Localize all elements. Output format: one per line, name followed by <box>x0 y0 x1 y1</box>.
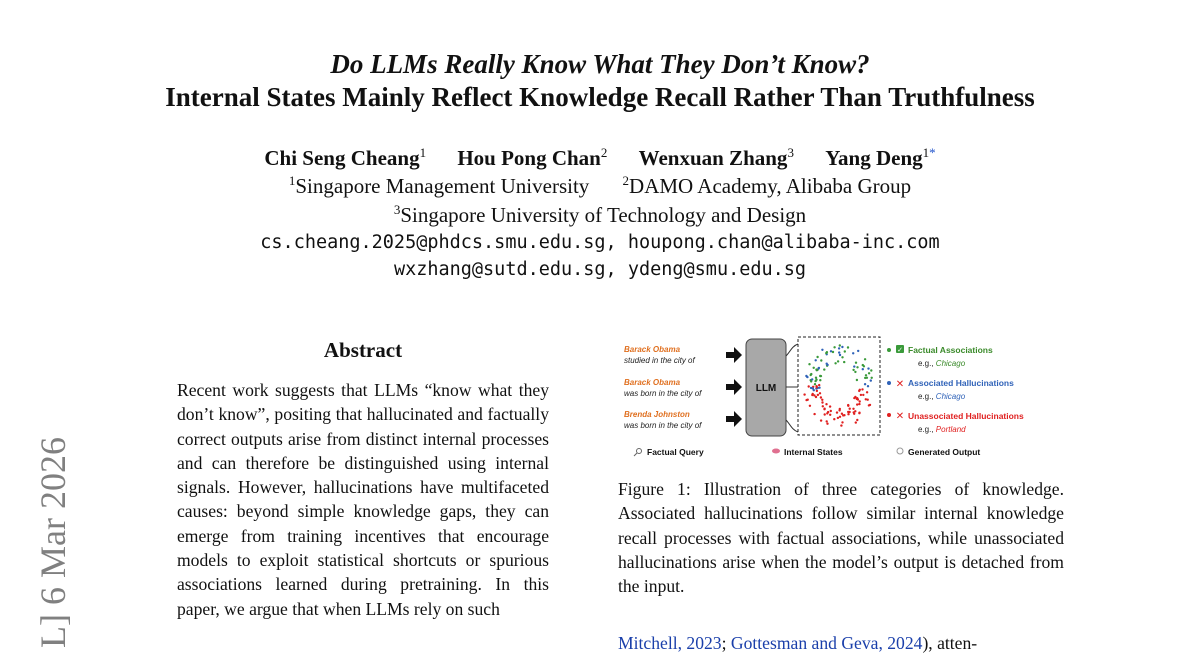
output-factual-example: e.g., Chicago <box>918 359 966 368</box>
internal-state-dot <box>830 410 832 412</box>
internal-state-dot <box>870 369 872 371</box>
internal-state-dot <box>862 368 864 370</box>
internal-state-dot <box>853 397 855 399</box>
internal-state-dot <box>816 390 818 392</box>
legend-factual-query: Factual Query <box>647 447 704 457</box>
internal-state-dot <box>863 365 865 367</box>
cross-icon: ✕ <box>895 411 905 422</box>
internal-state-dot <box>822 405 824 407</box>
internal-state-dot <box>853 411 855 413</box>
internal-state-dot <box>856 403 858 405</box>
internal-state-dot <box>819 379 821 381</box>
internal-state-dot <box>870 379 872 381</box>
internal-state-dot <box>837 417 839 419</box>
internal-state-dot <box>853 365 855 367</box>
svg-text:✓: ✓ <box>897 347 903 354</box>
internal-state-dot <box>826 363 828 365</box>
internal-state-dot <box>867 367 869 369</box>
query-3-relation: was born in the city of <box>624 421 702 430</box>
internal-state-dot <box>847 404 849 406</box>
internal-state-dot <box>855 362 857 364</box>
internal-state-dot <box>840 424 842 426</box>
legend-internal-states: Internal States <box>784 447 843 457</box>
internal-state-dot <box>827 411 829 413</box>
author-1: Chi Seng Cheang$^1$ <box>264 145 427 170</box>
internal-state-dot <box>815 396 817 398</box>
internal-state-dot <box>860 394 862 396</box>
query-1-subject: Barack Obama <box>624 345 681 354</box>
author-4: Yang Deng$^{1*}$ <box>825 145 936 170</box>
citation-link[interactable]: Gottesman and Geva, 2024 <box>730 633 923 653</box>
internal-state-dot <box>820 419 822 421</box>
internal-state-dot <box>818 384 820 386</box>
internal-state-dot <box>807 399 809 401</box>
internal-state-dot <box>841 356 843 358</box>
internal-state-dot <box>803 393 805 395</box>
right-column-text: Mitchell, 2023; Gottesman and Geva, 2024), atten- <box>618 633 978 653</box>
internal-state-dot <box>815 359 817 361</box>
internal-state-dot <box>839 354 841 356</box>
internal-state-dot <box>856 366 858 368</box>
internal-state-dot <box>857 350 859 352</box>
internal-state-dot <box>821 401 823 403</box>
internal-state-dots <box>803 344 873 427</box>
affiliation-1: $^1$Singapore Management University <box>288 173 590 198</box>
figure-1-illustration <box>618 334 1064 464</box>
output-associated-label: Associated Hallucinations <box>908 378 1014 388</box>
internal-state-dot <box>864 383 866 385</box>
brain-icon <box>772 449 780 454</box>
internal-state-dot <box>849 408 851 410</box>
internal-state-dot <box>865 398 867 400</box>
internal-state-dot <box>847 346 849 348</box>
internal-state-dot <box>862 394 864 396</box>
corresponding-author-mark: * <box>929 145 936 160</box>
affiliation-3: $^3$Singapore University of Technology and Design <box>393 202 807 227</box>
internal-state-dot <box>838 347 840 349</box>
speech-bubble-icon <box>897 448 903 454</box>
paper-title-line2: Internal States Mainly Reflect Knowledge Recall Rather Than Truthfulness <box>165 82 1035 112</box>
internal-state-dot <box>823 408 825 410</box>
internal-state-dot <box>852 408 854 410</box>
arxiv-stamp: L] 6 Mar 2026 <box>33 437 73 648</box>
internal-state-dot <box>864 358 866 360</box>
internal-state-dot <box>865 374 867 376</box>
email-line1[interactable]: cs.cheang.2025@phdcs.smu.edu.sg, houpong.chan@alibaba-inc.com <box>260 232 940 253</box>
internal-state-dot <box>858 390 860 392</box>
internal-state-dot <box>817 367 819 369</box>
internal-state-dot <box>842 414 844 416</box>
internal-state-dot <box>848 411 850 413</box>
query-2-relation: was born in the city of <box>624 389 702 398</box>
internal-state-dot <box>820 396 822 398</box>
internal-state-dot <box>819 392 821 394</box>
cross-icon: ✕ <box>895 379 905 390</box>
affiliations-line1 <box>0 173 1200 199</box>
internal-state-dot <box>854 371 856 373</box>
internal-state-dot <box>815 377 817 379</box>
output-factual-label: Factual Associations <box>908 345 993 355</box>
citation-link[interactable]: Mitchell, 2023 <box>618 633 722 653</box>
internal-state-dot <box>869 404 871 406</box>
internal-state-dot <box>839 416 841 418</box>
internal-state-dot <box>837 360 839 362</box>
internal-state-dot <box>811 378 813 380</box>
internal-state-dot <box>819 375 821 377</box>
author-list <box>0 145 1200 171</box>
figure-1-caption: Figure 1: Illustration of three categories of knowledge. Associated hallucinations follow similar internal knowledge recall processes with factual associations, while unassociated hallucinations arise when the model’s output is detached from the input. <box>618 479 1064 597</box>
internal-state-dot <box>813 413 815 415</box>
email-line2[interactable]: wxzhang@sutd.edu.sg, ydeng@smu.edu.sg <box>393 259 807 280</box>
internal-state-dot <box>815 368 817 370</box>
internal-state-dot <box>841 346 843 348</box>
internal-state-dot <box>859 400 861 402</box>
query-2-subject: Barack Obama <box>624 378 681 387</box>
internal-state-dot <box>812 387 814 389</box>
query-1-relation: studied in the city of <box>624 356 695 365</box>
internal-state-dot <box>808 363 810 365</box>
internal-state-dot <box>833 418 835 420</box>
internal-state-dot <box>825 403 827 405</box>
internal-state-dot <box>823 368 825 370</box>
internal-state-dot <box>858 412 860 414</box>
arrow-icon <box>726 379 742 395</box>
internal-state-dot <box>866 391 868 393</box>
query-3-subject: Brenda Johnston <box>624 410 690 419</box>
internal-state-dot <box>829 414 831 416</box>
internal-state-dot <box>813 367 815 369</box>
internal-state-dot <box>852 352 854 354</box>
internal-state-dot <box>808 385 810 387</box>
internal-state-dot <box>855 421 857 423</box>
internal-state-dot <box>852 369 854 371</box>
magnifier-icon <box>637 449 642 454</box>
internal-state-dot <box>866 377 868 379</box>
internal-state-dot <box>805 375 807 377</box>
internal-state-dot <box>833 346 835 348</box>
internal-state-dot <box>868 372 870 374</box>
internal-state-dot <box>858 403 860 405</box>
internal-state-dot <box>814 383 816 385</box>
internal-state-dot <box>821 349 823 351</box>
internal-state-dot <box>856 379 858 381</box>
output-unassociated-label: Unassociated Hallucinations <box>908 411 1024 421</box>
internal-state-dot <box>867 385 869 387</box>
internal-state-dot <box>810 373 812 375</box>
internal-state-dot <box>817 394 819 396</box>
internal-state-dot <box>815 379 817 381</box>
internal-state-dot <box>856 397 858 399</box>
internal-state-dot <box>841 421 843 423</box>
internal-state-dot <box>826 423 828 425</box>
internal-state-dot <box>825 352 827 354</box>
arrow-icon <box>726 347 742 363</box>
internal-state-dot <box>812 393 814 395</box>
internal-state-dot <box>824 413 826 415</box>
affiliation-2: $^2$DAMO Academy, Alibaba Group <box>622 173 912 198</box>
internal-state-dot <box>829 405 831 407</box>
internal-state-dot <box>843 361 845 363</box>
abstract-body: Recent work suggests that LLMs “know what they don’t know”, positing that hallucinated and factually correct outputs arise from distinct internal processes and can therefore be distinguished using internal signals. However, hallucinations have multifaceted causes: beyond simple knowledge gaps, they can emerge from training incentives that encourage models to exploit statistical shortcuts or spurious associations learned during pretraining. In this paper, we argue that when LLMs rely on such <box>177 380 549 619</box>
author-2: Hou Pong Chan$^2$ <box>457 145 608 170</box>
internal-state-dot <box>836 411 838 413</box>
abstract-heading: Abstract <box>323 338 403 362</box>
output-associated-example: e.g., Chicago <box>918 392 966 401</box>
internal-state-dot <box>821 399 823 401</box>
internal-state-dot <box>838 351 840 353</box>
internal-state-dot <box>838 409 840 411</box>
author-3: Wenxuan Zhang$^3$ <box>638 145 794 170</box>
internal-state-dot <box>816 356 818 358</box>
internal-state-dot <box>816 386 818 388</box>
internal-state-dot <box>861 388 863 390</box>
internal-state-dot <box>826 420 828 422</box>
internal-state-dot <box>818 387 820 389</box>
internal-state-dot <box>847 413 849 415</box>
internal-state-dot <box>856 419 858 421</box>
internal-state-dot <box>834 362 836 364</box>
llm-label: LLM <box>755 383 777 394</box>
output-unassociated-example: e.g., Portland <box>918 425 966 434</box>
arrow-icon <box>726 411 742 427</box>
legend-generated-output: Generated Output <box>908 447 981 457</box>
paper-title-line1: Do LLMs Really Know What They Don’t Know? <box>330 49 870 79</box>
internal-state-dot <box>844 350 846 352</box>
internal-state-dot <box>809 405 811 407</box>
internal-state-dot <box>820 359 822 361</box>
internal-state-dot <box>871 377 873 379</box>
internal-state-dot <box>832 351 834 353</box>
internal-state-dot <box>839 344 841 346</box>
